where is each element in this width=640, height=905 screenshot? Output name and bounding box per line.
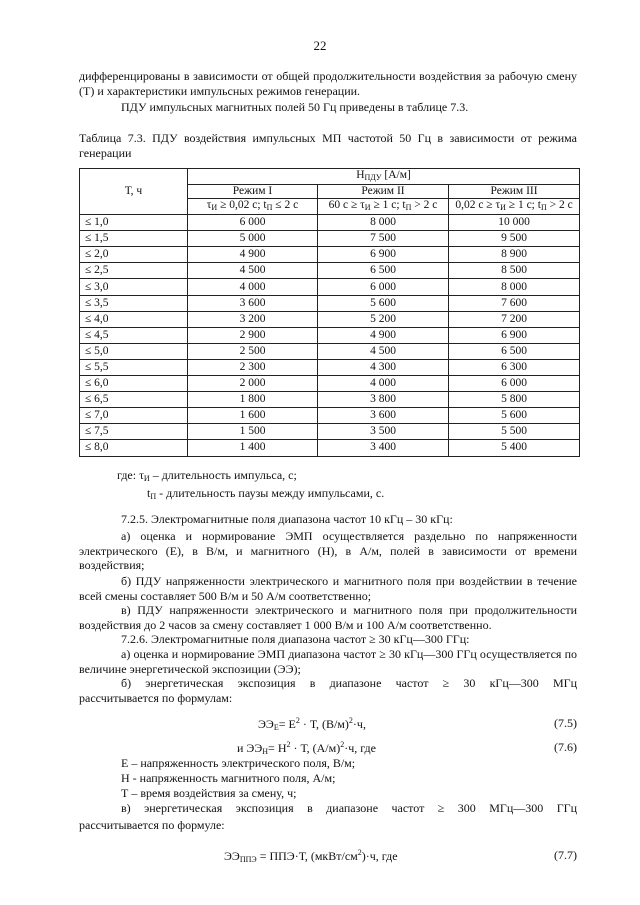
table-row xyxy=(80,408,580,424)
section-7-2-6-item-c-line2: рассчитывается по формуле: xyxy=(79,818,225,832)
mode-1-condition: $\tau_И \ge 0,02$ с; $t_П \le 2$ с xyxy=(188,199,318,215)
cell-value-mode-3: 5 600 xyxy=(449,408,580,424)
cell-value-mode-3: 6 500 xyxy=(449,343,580,359)
cell-duration: ≤ 4,5 xyxy=(80,327,188,343)
page-number: 22 xyxy=(313,38,327,53)
cell-value-mode-1: 5 000 xyxy=(188,231,318,247)
cell-duration: ≤ 4,0 xyxy=(80,311,188,327)
cell-value-mode-2: 8 000 xyxy=(318,215,449,231)
cell-duration: ≤ 3,5 xyxy=(80,295,188,311)
table-row xyxy=(80,376,580,392)
col-header-t: Т, ч xyxy=(80,169,188,215)
cell-duration: ≤ 8,0 xyxy=(80,440,188,456)
cell-value-mode-2: 3 400 xyxy=(318,440,449,456)
cell-duration: ≤ 1,5 xyxy=(80,231,188,247)
cell-value-mode-2: 5 600 xyxy=(318,295,449,311)
table-row xyxy=(80,327,580,343)
cell-value-mode-3: 6 300 xyxy=(449,359,580,375)
section-7-2-5-item-c: в) ПДУ напряженности электрического и магнитного поля при продолжительности воздействия до 2 часов за смену составляет 1 000 В/м и 100 А/м соответственно. xyxy=(79,603,577,632)
section-7-2-5-item-b: б) ПДУ напряженности электрического и магнитного поля при воздействии в течение всей смены составляет 500 В/м и 50 А/м соответственно; xyxy=(79,574,577,603)
cell-duration: ≤ 5,0 xyxy=(80,343,188,359)
cell-value-mode-2: 6 500 xyxy=(318,263,449,279)
table-row xyxy=(80,247,580,263)
cell-value-mode-1: 4 500 xyxy=(188,263,318,279)
formula-7-6: и $ЭЭ_Н= Н^2 \cdot Т$, $(А/м)^2\cdot ч$, где xyxy=(237,740,376,756)
definition-h: Н - напряженность магнитного поля, А/м; xyxy=(121,771,336,785)
cell-value-mode-3: 10 000 xyxy=(449,215,580,231)
cell-value-mode-1: 2 300 xyxy=(188,359,318,375)
cell-duration: ≤ 2,0 xyxy=(80,247,188,263)
mode-3-name: Режим III xyxy=(449,185,580,199)
table-row xyxy=(80,231,580,247)
equation-number-7-6: (7.6) xyxy=(554,740,577,754)
section-7-2-6-item-c-line1: в) энергетическая экспозиция в диапазоне частот ≥ 300 МГц—300 ГГц xyxy=(121,801,577,815)
table-row xyxy=(80,424,580,440)
cell-value-mode-2: 7 500 xyxy=(318,231,449,247)
cell-value-mode-2: 4 000 xyxy=(318,376,449,392)
cell-value-mode-1: 6 000 xyxy=(188,215,318,231)
section-7-2-5-title: 7.2.5. Электромагнитные поля диапазона частот 10 кГц – 30 кГц: xyxy=(121,512,453,526)
cell-value-mode-3: 8 900 xyxy=(449,247,580,263)
cell-value-mode-2: 4 900 xyxy=(318,327,449,343)
cell-value-mode-1: 2 000 xyxy=(188,376,318,392)
table-row xyxy=(80,295,580,311)
table-row xyxy=(80,343,580,359)
intro-paragraph: дифференцированы в зависимости от общей продолжительности воздействия за рабочую смену (Т) и характеристики импульсных режимов генерации. xyxy=(79,69,577,98)
cell-value-mode-1: 4 900 xyxy=(188,247,318,263)
cell-duration: ≤ 7,5 xyxy=(80,424,188,440)
cell-value-mode-1: 1 600 xyxy=(188,408,318,424)
legend-impulse-duration: где: $\tau_И$ – длительность импульса, с; xyxy=(117,468,297,483)
cell-value-mode-3: 5 500 xyxy=(449,424,580,440)
cell-value-mode-3: 9 500 xyxy=(449,231,580,247)
definition-t: Т – время воздействия за смену, ч; xyxy=(121,786,297,800)
cell-value-mode-2: 4 300 xyxy=(318,359,449,375)
cell-duration: ≤ 6,0 xyxy=(80,376,188,392)
cell-value-mode-1: 2 900 xyxy=(188,327,318,343)
cell-value-mode-3: 7 600 xyxy=(449,295,580,311)
table-row xyxy=(80,359,580,375)
cell-value-mode-2: 6 900 xyxy=(318,247,449,263)
table-body xyxy=(80,215,580,456)
table-caption: Таблица 7.3. ПДУ воздействия импульсных МП частотой 50 Гц в зависимости от режима генерации xyxy=(79,131,577,160)
section-7-2-6-item-b-line1: б) энергетическая экспозиция в диапазоне частот ≥ 30 кГц—300 МГц xyxy=(121,676,577,690)
cell-value-mode-1: 1 500 xyxy=(188,424,318,440)
legend-pause-duration: $t_П$ - длительность паузы между импульсами, с. xyxy=(147,486,385,501)
equation-number-7-7: (7.7) xyxy=(554,848,577,862)
section-7-2-6-item-b-line2: рассчитывается по формулам: xyxy=(79,691,233,705)
cell-duration: ≤ 5,5 xyxy=(80,359,188,375)
cell-value-mode-1: 3 600 xyxy=(188,295,318,311)
cell-value-mode-2: 3 600 xyxy=(318,408,449,424)
cell-value-mode-3: 6 900 xyxy=(449,327,580,343)
table-row xyxy=(80,440,580,456)
cell-value-mode-2: 6 000 xyxy=(318,279,449,295)
cell-duration: ≤ 1,0 xyxy=(80,215,188,231)
cell-value-mode-1: 4 000 xyxy=(188,279,318,295)
cell-duration: ≤ 7,0 xyxy=(80,408,188,424)
formula-7-7: $ЭЭ_{ППЭ} = ППЭ\cdot Т$, $(мкВт/см^2)\cdot ч$, где xyxy=(224,848,398,864)
cell-value-mode-1: 2 500 xyxy=(188,343,318,359)
cell-value-mode-2: 5 200 xyxy=(318,311,449,327)
cell-duration: ≤ 2,5 xyxy=(80,263,188,279)
col-header-h-pdu: $Н_{ПДУ}$ [А/м] xyxy=(188,169,580,185)
cell-duration: ≤ 6,5 xyxy=(80,392,188,408)
mode-1-name: Режим I xyxy=(188,185,318,199)
cell-value-mode-3: 8 000 xyxy=(449,279,580,295)
section-7-2-6-item-a: а) оценка и нормирование ЭМП диапазона частот ≥ 30 кГц—300 ГГц осуществляется по величине энергетической экспозиции (ЭЭ); xyxy=(79,647,577,676)
cell-value-mode-3: 7 200 xyxy=(449,311,580,327)
cell-duration: ≤ 3,0 xyxy=(80,279,188,295)
cell-value-mode-1: 1 400 xyxy=(188,440,318,456)
section-7-2-6-title: 7.2.6. Электромагнитные поля диапазона частот ≥ 30 кГц—300 ГГц: xyxy=(121,632,470,646)
pdu-table xyxy=(79,168,580,457)
mode-3-condition: 0,02 $с \ge \tau_И \ge 1$ с; $t_П > 2$ с xyxy=(449,199,580,215)
definition-e: Е – напряженность электрического поля, В/м; xyxy=(121,756,356,770)
formula-7-5: $ЭЭ_Е= Е^2 \cdot Т$, $(В/м)^2\cdot ч$, xyxy=(258,716,366,732)
section-7-2-5-item-a: а) оценка и нормирование ЭМП осуществляется раздельно по напряженности электрического (Е), в В/м, и магнитного (Н), в А/м, полей в зависимости от времени воздействия; xyxy=(79,529,577,572)
table-row xyxy=(80,279,580,295)
mode-2-name: Режим II xyxy=(318,185,449,199)
cell-value-mode-1: 1 800 xyxy=(188,392,318,408)
table-row xyxy=(80,311,580,327)
mode-2-condition: 60 $с \ge \tau_И \ge 1$ с; $t_П > 2$ с xyxy=(318,199,449,215)
cell-value-mode-2: 3 800 xyxy=(318,392,449,408)
cell-value-mode-3: 5 800 xyxy=(449,392,580,408)
table-row xyxy=(80,392,580,408)
cell-value-mode-2: 4 500 xyxy=(318,343,449,359)
cell-value-mode-2: 3 500 xyxy=(318,424,449,440)
cell-value-mode-3: 5 400 xyxy=(449,440,580,456)
table-legend xyxy=(117,468,384,504)
equation-number-7-5: (7.5) xyxy=(554,716,577,730)
table-row xyxy=(80,263,580,279)
intro-table-reference: ПДУ импульсных магнитных полей 50 Гц приведены в таблице 7.3. xyxy=(121,100,469,114)
cell-value-mode-3: 6 000 xyxy=(449,376,580,392)
cell-value-mode-3: 8 500 xyxy=(449,263,580,279)
cell-value-mode-1: 3 200 xyxy=(188,311,318,327)
table-row xyxy=(80,215,580,231)
